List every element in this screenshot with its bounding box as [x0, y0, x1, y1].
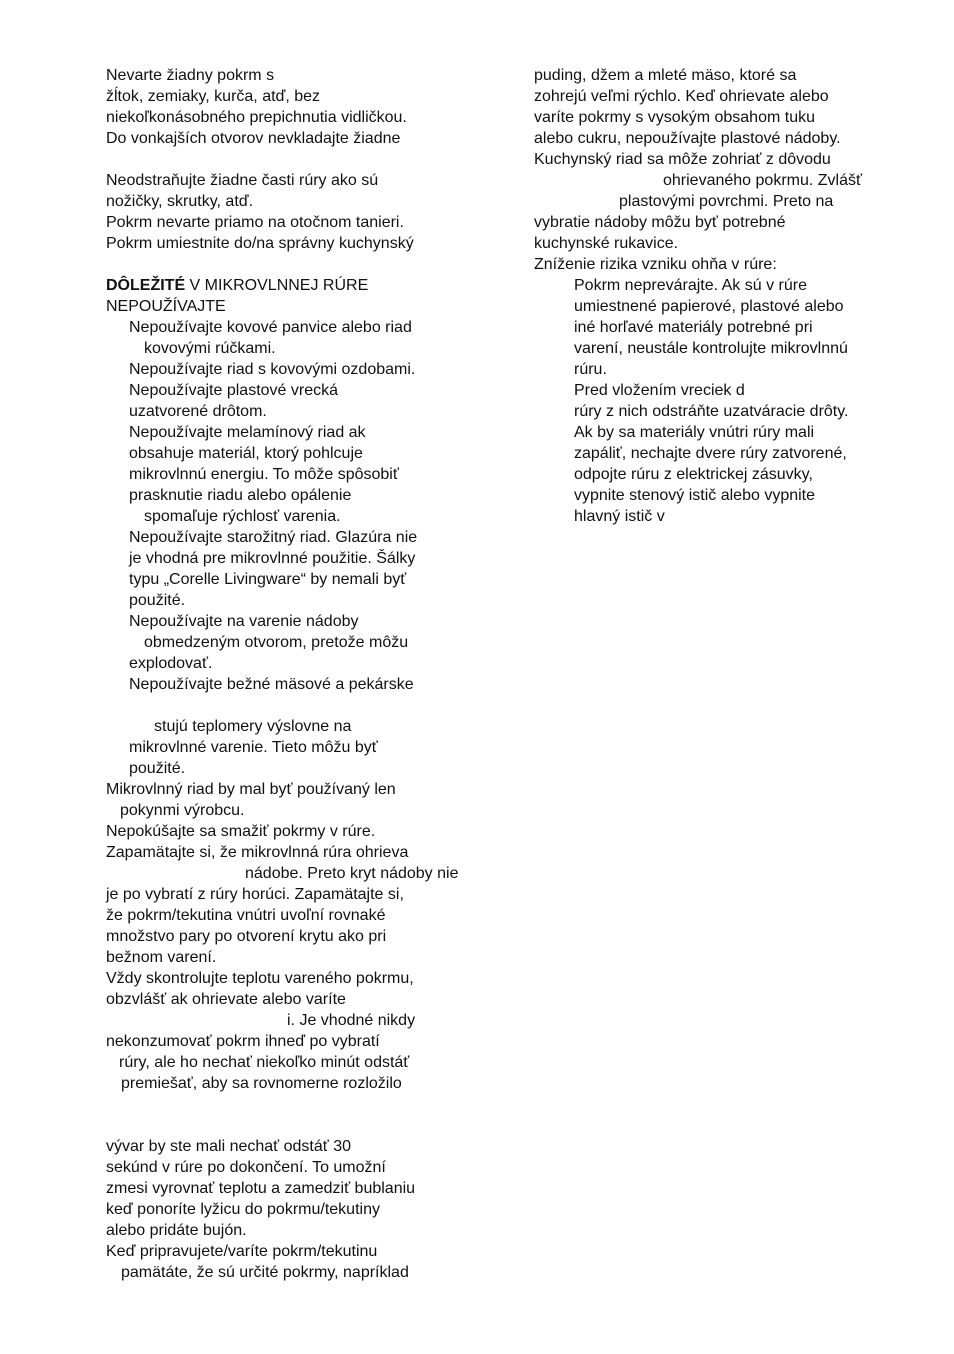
line-text: Kuchynský riad sa môže zohriať z dôvodu: [534, 151, 831, 168]
paragraph-gap: [106, 254, 486, 275]
text-line: [534, 485, 914, 506]
paragraph-gap: [106, 695, 486, 716]
line-text: spomaľuje rýchlosť varenia.: [144, 508, 341, 525]
line-text: typu „Corelle Livingware“ by nemali byť: [129, 571, 407, 588]
line-text: Nepoužívajte plastové vrecká: [129, 382, 338, 399]
paragraph-gap: [106, 1094, 486, 1136]
line-text: množstvo pary po otvorení krytu ako pri: [106, 928, 387, 945]
text-line: [106, 443, 486, 464]
text-line: [106, 863, 486, 884]
line-text: zapáliť, nechajte dvere rúry zatvorené,: [574, 445, 847, 462]
text-line: [106, 506, 486, 527]
text-line: [106, 464, 486, 485]
line-text: NEPOUŽÍVAJTE: [106, 298, 226, 315]
line-text: vypnite stenový istič alebo vypnite: [574, 487, 816, 504]
text-line: [534, 401, 914, 422]
text-line: [106, 968, 486, 989]
line-text: Do vonkajších otvorov nevkladajte žiadne: [106, 130, 401, 147]
line-text: obzvlášť ak ohrievate alebo varíte: [106, 991, 346, 1008]
line-text: použité.: [129, 592, 186, 609]
line-text: varíte pokrmy s vysokým obsahom tuku: [534, 109, 815, 126]
text-line: [106, 401, 486, 422]
line-text: žĺtok, zemiaky, kurča, atď, bez: [106, 88, 321, 105]
text-line: [106, 317, 486, 338]
text-line: [534, 338, 914, 359]
text-line: [106, 1199, 486, 1220]
line-text: Nepoužívajte riad s kovovými ozdobami.: [129, 361, 416, 378]
text-line: [106, 884, 486, 905]
line-text: kovovými rúčkami.: [144, 340, 276, 357]
line-text: Nepokúšajte sa smažiť pokrmy v rúre.: [106, 823, 376, 840]
line-text: premiešať, aby sa rovnomerne rozložilo: [121, 1075, 402, 1092]
line-text: Neodstraňujte žiadne časti rúry ako sú: [106, 172, 379, 189]
text-line: [534, 380, 914, 401]
line-text: Mikrovlnný riad by mal byť používaný len: [106, 781, 396, 798]
line-text: iné horľavé materiály potrebné pri: [574, 319, 813, 336]
text-line: [534, 443, 914, 464]
text-line: [106, 758, 486, 779]
text-line: [106, 1010, 486, 1031]
line-text: V MIKROVLNNEJ RÚRE: [185, 277, 369, 294]
line-text: Nevarte žiadny pokrm s: [106, 67, 275, 84]
text-line: [534, 506, 914, 527]
text-line: [106, 611, 486, 632]
line-text: Nepoužívajte starožitný riad. Glazúra nie: [129, 529, 418, 546]
line-text: plastovými povrchmi. Preto na: [619, 193, 834, 210]
text-line: [106, 296, 486, 317]
line-text: obmedzeným otvorom, pretože môžu: [144, 634, 409, 651]
line-text: Zníženie rizika vzniku ohňa v rúre:: [534, 256, 777, 273]
text-line: [534, 65, 914, 86]
line-text: odpojte rúru z elektrickej zásuvky,: [574, 466, 813, 483]
text-line: [534, 86, 914, 107]
text-line: [106, 107, 486, 128]
text-line: [106, 653, 486, 674]
line-text: alebo pridáte bujón.: [106, 1222, 247, 1239]
line-text: stujú teplomery výslovne na: [154, 718, 352, 735]
text-line: [106, 569, 486, 590]
text-line: [534, 254, 914, 275]
line-text: pokynmi výrobcu.: [120, 802, 245, 819]
line-text: mikrovlnné varenie. Tieto môžu byť: [129, 739, 378, 756]
line-text: Pokrm umiestnite do/na správny kuchynský: [106, 235, 414, 252]
line-text: mikrovlnnú energiu. To môže spôsobiť: [129, 466, 399, 483]
text-line: [106, 1136, 486, 1157]
text-line: [106, 779, 486, 800]
line-text: Pred vložením vreciek d: [574, 382, 745, 399]
text-line: [106, 170, 486, 191]
text-line: [106, 1157, 486, 1178]
line-text: je po vybratí z rúry horúci. Zapamätajte si,: [106, 886, 404, 903]
line-text: keď ponoríte lyžicu do pokrmu/tekutiny: [106, 1201, 380, 1218]
text-line: [106, 65, 486, 86]
text-line: [106, 1031, 486, 1052]
line-text: Pokrm neprevárajte. Ak sú v rúre: [574, 277, 807, 294]
text-line: [106, 359, 486, 380]
text-line: [534, 170, 914, 191]
text-line: [106, 674, 486, 695]
line-text: zohrejú veľmi rýchlo. Keď ohrievate alebo: [534, 88, 829, 105]
text-line: [106, 338, 486, 359]
text-line: [106, 275, 486, 296]
text-line: [534, 191, 914, 212]
line-text: alebo cukru, nepoužívajte plastové nádoby.: [534, 130, 841, 147]
line-text: Nepoužívajte kovové panvice alebo riad: [129, 319, 412, 336]
line-text: rúry z nich odstráňte uzatváracie drôty.: [574, 403, 849, 420]
line-text: rúru.: [574, 361, 607, 378]
line-text: puding, džem a mleté mäso, ktoré sa: [534, 67, 797, 84]
text-line: [534, 149, 914, 170]
text-line: [106, 947, 486, 968]
text-line: [106, 128, 486, 149]
line-text: Pokrm nevarte priamo na otočnom tanieri.: [106, 214, 404, 231]
text-line: [106, 1052, 486, 1073]
line-text: Zapamätajte si, že mikrovlnná rúra ohrieva: [106, 844, 409, 861]
text-line: [106, 989, 486, 1010]
line-text: explodovať.: [129, 655, 213, 672]
bold-heading-word: DÔLEŽITÉ: [106, 277, 186, 294]
text-line: [106, 590, 486, 611]
line-text: hlavný istič v: [574, 508, 665, 525]
line-text: vývar by ste mali nechať odstáť 30: [106, 1138, 352, 1155]
line-text: prasknutie riadu alebo opálenie: [129, 487, 352, 504]
line-text: i. Je vhodné nikdy: [287, 1012, 416, 1029]
line-text: pamätáte, že sú určité pokrmy, napríklad: [121, 1264, 409, 1281]
text-line: [106, 422, 486, 443]
line-text: rúry, ale ho nechať niekoľko minút odstáť: [119, 1054, 410, 1071]
right-column: [534, 65, 914, 527]
line-text: nekonzumovať pokrm ihneď po vybratí: [106, 1033, 380, 1050]
text-line: [534, 107, 914, 128]
line-text: umiestnené papierové, plastové alebo: [574, 298, 844, 315]
text-line: [106, 800, 486, 821]
text-line: [106, 548, 486, 569]
text-line: [106, 485, 486, 506]
text-line: [534, 128, 914, 149]
line-text: bežnom varení.: [106, 949, 217, 966]
line-text: nožičky, skrutky, atď.: [106, 193, 254, 210]
text-line: [106, 1262, 486, 1283]
text-line: [534, 464, 914, 485]
text-line: [106, 212, 486, 233]
text-line: [106, 1241, 486, 1262]
text-line: [534, 296, 914, 317]
line-text: Keď pripravujete/varíte pokrm/tekutinu: [106, 1243, 378, 1260]
text-line: [106, 380, 486, 401]
text-line: [106, 527, 486, 548]
line-text: je vhodná pre mikrovlnné použitie. Šálky: [129, 550, 416, 567]
text-line: [106, 716, 486, 737]
line-text: Vždy skontrolujte teplotu vareného pokrmu,: [106, 970, 414, 987]
left-column: [106, 65, 486, 1283]
text-line: [534, 359, 914, 380]
text-line: [106, 926, 486, 947]
line-text: Nepoužívajte bežné mäsové a pekárske: [129, 676, 414, 693]
line-text: niekoľkonásobného prepichnutia vidličkou.: [106, 109, 407, 126]
line-text: varení, neustále kontrolujte mikrovlnnú: [574, 340, 848, 357]
line-text: uzatvorené drôtom.: [129, 403, 267, 420]
line-text: vybratie nádoby môžu byť potrebné: [534, 214, 786, 231]
text-line: [534, 212, 914, 233]
line-text: nádobe. Preto kryt nádoby nie: [245, 865, 459, 882]
text-line: [106, 842, 486, 863]
text-line: [106, 905, 486, 926]
text-line: [106, 1073, 486, 1094]
text-line: [534, 422, 914, 443]
text-line: [534, 275, 914, 296]
line-text: Ak by sa materiály vnútri rúry mali: [574, 424, 815, 441]
line-text: zmesi vyrovnať teplotu a zamedziť bublaniu: [106, 1180, 416, 1197]
line-text: Nepoužívajte na varenie nádoby: [129, 613, 359, 630]
text-line: [106, 233, 486, 254]
line-text: sekúnd v rúre po dokončení. To umožní: [106, 1159, 386, 1176]
line-text: použité.: [129, 760, 186, 777]
text-line: [106, 86, 486, 107]
line-text: obsahuje materiál, ktorý pohlcuje: [129, 445, 363, 462]
line-text: Nepoužívajte melamínový riad ak: [129, 424, 366, 441]
text-line: [106, 1220, 486, 1241]
paragraph-gap: [106, 149, 486, 170]
text-line: [106, 632, 486, 653]
text-line: [106, 821, 486, 842]
line-text: kuchynské rukavice.: [534, 235, 679, 252]
text-line: [106, 737, 486, 758]
text-line: [534, 233, 914, 254]
text-line: [534, 317, 914, 338]
text-line: [106, 191, 486, 212]
text-line: [106, 1178, 486, 1199]
line-text: ohrievaného pokrmu. Zvlášť: [663, 172, 862, 189]
line-text: že pokrm/tekutina vnútri uvoľní rovnaké: [106, 907, 386, 924]
